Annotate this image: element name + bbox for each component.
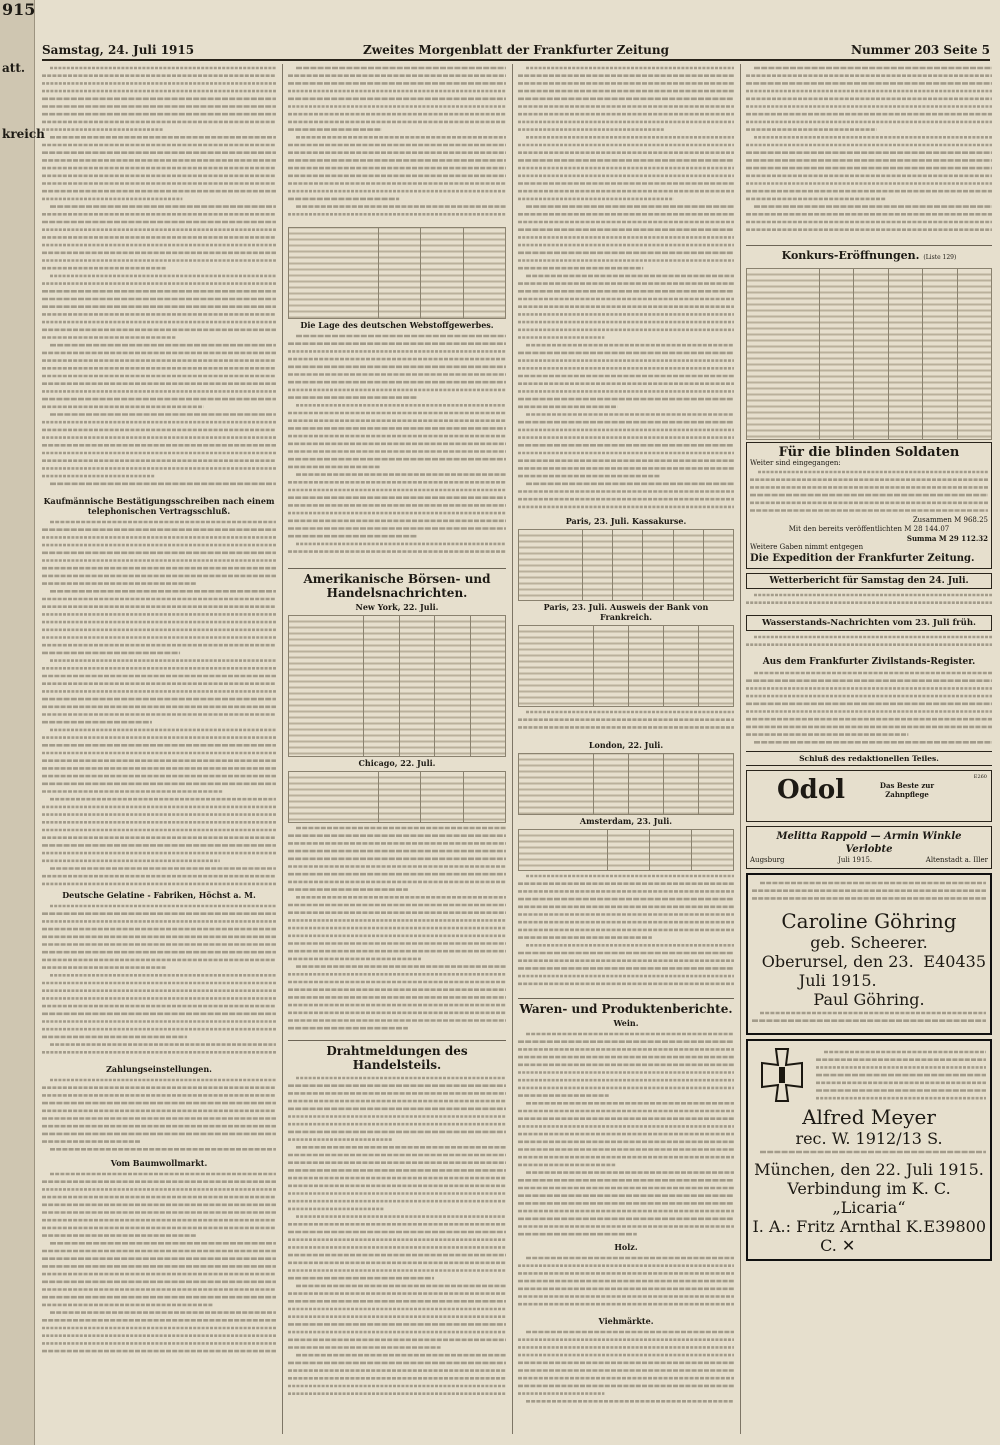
engaged-date: Juli 1915. bbox=[838, 856, 873, 864]
market-table bbox=[518, 753, 734, 813]
column-rule bbox=[282, 64, 283, 1434]
obituary-signature: I. A.: Fritz Arnthal K. C. ✕ bbox=[752, 1217, 923, 1255]
blind-thanks: Mit den bereits veröffentlichten M 28 144.07 bbox=[788, 525, 950, 533]
end-editorial: Schluß des redaktionellen Teiles. bbox=[746, 751, 992, 766]
text-lines-texture bbox=[518, 708, 734, 738]
obituary-mourners: Paul Göhring. bbox=[813, 990, 925, 1009]
odol-slogan: Das Beste zur Zahnpflege bbox=[879, 781, 935, 799]
konkurs-heading bbox=[746, 245, 992, 265]
market-table bbox=[288, 615, 506, 755]
masthead-number: Nummer 203 Seite 5 bbox=[850, 43, 990, 57]
text-lines-texture bbox=[288, 824, 506, 1034]
konkurs-table bbox=[746, 268, 992, 438]
text-lines-texture bbox=[42, 1076, 276, 1156]
article-heading: Vom Baumwollmarkt. bbox=[110, 1158, 208, 1168]
text-lines-texture bbox=[746, 64, 992, 239]
article-heading: Zahlungseinstellungen. bbox=[106, 1064, 212, 1074]
text-block bbox=[518, 1030, 734, 1240]
blind-sum: Zusammen M 968.25 bbox=[912, 516, 988, 524]
market-table bbox=[518, 529, 734, 599]
obituary-meyer bbox=[746, 1039, 992, 1261]
gutter-heading-1: att. bbox=[2, 61, 26, 75]
obituary-top bbox=[752, 1045, 986, 1105]
text-lines-texture bbox=[746, 633, 992, 655]
obituary-text bbox=[752, 1148, 986, 1160]
text-block bbox=[42, 1076, 276, 1156]
odol-brand: Odol bbox=[777, 775, 846, 805]
blind-subtitle: Weiter sind eingegangen: bbox=[750, 459, 841, 467]
water-text bbox=[746, 633, 992, 655]
text-lines-texture bbox=[750, 468, 988, 516]
text-lines-texture bbox=[752, 1009, 986, 1029]
weather-heading: Wetterbericht für Samstag den 24. Juli. bbox=[746, 573, 992, 589]
statistics-table bbox=[288, 227, 506, 317]
donor-list bbox=[750, 468, 988, 516]
obituary-name: Caroline Göhring bbox=[781, 909, 957, 933]
subheading: Amsterdam, 23. Juli. bbox=[579, 816, 673, 826]
register-heading: Aus dem Frankfurter Zivilstands-Register. bbox=[762, 657, 976, 667]
konkurs-title: Konkurs-Eröffnungen. bbox=[781, 249, 920, 262]
text-lines-texture bbox=[518, 872, 734, 992]
article-heading: Kaufmännische Bestätigungsschreiben nach einem telephonischen Vertragsschluß. bbox=[43, 496, 275, 516]
text-lines-texture bbox=[288, 64, 506, 224]
market-table bbox=[288, 771, 506, 821]
blind-footer: Weitere Gaben nimmt entgegen bbox=[750, 543, 864, 551]
obituary-fraternity: Verbindung im K. C. „Licaria“ bbox=[787, 1179, 951, 1217]
iron-cross-icon bbox=[752, 1045, 812, 1105]
obituary-place: Oberursel, den 23. Juli 1915. bbox=[761, 952, 914, 990]
article-heading: Die Lage des deutschen Webstoffgewerbes. bbox=[300, 320, 494, 330]
subheading: Viehmärkte. bbox=[598, 1316, 654, 1326]
text-lines-texture bbox=[746, 669, 992, 749]
obituary-place-line bbox=[752, 952, 986, 990]
text-lines-texture bbox=[518, 1030, 734, 1240]
obituary-goehring bbox=[746, 873, 992, 1035]
bank-statement-table bbox=[518, 625, 734, 705]
blind-total: Summa M 29 112.32 bbox=[906, 534, 988, 543]
masthead bbox=[42, 43, 990, 61]
left-gutter-fragment bbox=[0, 0, 45, 1445]
column-1 bbox=[42, 64, 276, 1439]
text-lines-texture bbox=[42, 64, 276, 494]
column-rule bbox=[740, 64, 741, 1434]
text-lines-texture bbox=[42, 1170, 276, 1360]
expedition-name: Die Expedition der Frankfurter Zeitung. bbox=[750, 553, 975, 564]
obituary-text bbox=[752, 879, 986, 909]
register-text bbox=[746, 669, 992, 749]
obituary-text bbox=[816, 1048, 986, 1102]
text-lines-texture bbox=[816, 1048, 986, 1102]
text-lines-texture bbox=[42, 902, 276, 1062]
obituary-sub: rec. W. 1912/13 S. bbox=[795, 1129, 943, 1148]
subheading: London, 22. Juli. bbox=[588, 740, 664, 750]
section-heading: Drahtmeldungen des Handelsteils. bbox=[288, 1040, 506, 1072]
column-2 bbox=[288, 64, 506, 1439]
text-lines-texture bbox=[518, 1328, 734, 1408]
text-lines-texture bbox=[518, 1254, 734, 1314]
text-block bbox=[42, 1170, 276, 1360]
text-block bbox=[288, 64, 506, 224]
article-heading: Deutsche Gelatine - Fabriken, Höchst a. M. bbox=[62, 890, 256, 900]
blind-soldiers-notice bbox=[746, 442, 992, 569]
text-block bbox=[42, 518, 276, 888]
text-lines-texture bbox=[752, 1148, 986, 1160]
column-3 bbox=[518, 64, 734, 1439]
text-block bbox=[518, 872, 734, 992]
engaged-label: Verlobte bbox=[845, 844, 893, 855]
blind-title: Für die blinden Soldaten bbox=[778, 445, 960, 460]
text-block bbox=[518, 1254, 734, 1314]
subheading: New York, 22. Juli. bbox=[355, 602, 439, 612]
text-lines-texture bbox=[746, 591, 992, 613]
text-lines-texture bbox=[288, 332, 506, 562]
subheading: Holz. bbox=[614, 1242, 638, 1252]
text-block bbox=[518, 1328, 734, 1408]
text-block bbox=[42, 64, 276, 494]
obituary-code: E40435 bbox=[923, 952, 986, 971]
weather-text bbox=[746, 591, 992, 613]
subheading: Paris, 23. Juli. Ausweis der Bank von Frankreich. bbox=[543, 602, 709, 622]
text-block bbox=[288, 332, 506, 562]
water-heading: Wasserstands-Nachrichten vom 23. Juli früh. bbox=[746, 615, 992, 631]
market-table bbox=[518, 829, 734, 869]
konkurs-note: (Liste 129) bbox=[923, 254, 957, 261]
text-lines-texture bbox=[752, 879, 986, 909]
subheading: Wein. bbox=[613, 1018, 639, 1028]
text-block bbox=[518, 708, 734, 738]
masthead-title: Zweites Morgenblatt der Frankfurter Zeitung bbox=[363, 43, 669, 57]
section-heading: Waren- und Produktenberichte. bbox=[518, 998, 734, 1016]
gutter-heading-2: kreich bbox=[2, 127, 45, 141]
column-rule bbox=[512, 64, 513, 1434]
text-block bbox=[42, 902, 276, 1062]
text-lines-texture bbox=[42, 518, 276, 888]
text-block bbox=[288, 824, 506, 1034]
text-lines-texture bbox=[288, 1074, 506, 1404]
column-4 bbox=[746, 64, 992, 1439]
obituary-code: E39800 bbox=[923, 1217, 986, 1236]
gutter-page-number: 915 bbox=[2, 0, 36, 19]
gutter-text bbox=[0, 142, 34, 1442]
subheading: Chicago, 22. Juli. bbox=[358, 758, 436, 768]
text-block bbox=[288, 1074, 506, 1404]
section-heading: Amerikanische Börsen- und Handelsnachrichten. bbox=[288, 568, 506, 600]
obituary-name: Alfred Meyer bbox=[802, 1105, 936, 1129]
obituary-nee: geb. Scheerer. bbox=[810, 933, 928, 952]
text-lines-texture bbox=[518, 64, 734, 514]
masthead-date: Samstag, 24. Juli 1915 bbox=[42, 43, 195, 57]
engaged-places bbox=[750, 856, 988, 865]
engaged-names: Melitta Rappold — Armin Winkle bbox=[776, 831, 962, 842]
engaged-place-left: Augsburg bbox=[750, 856, 785, 864]
odol-ad bbox=[746, 770, 992, 822]
engaged-place-right: Altenstadt a. Iller bbox=[925, 856, 988, 864]
engagement-notice bbox=[746, 826, 992, 869]
text-block bbox=[746, 64, 992, 239]
obituary-signature-line bbox=[752, 1217, 986, 1255]
obituary-funeral-text bbox=[752, 1009, 986, 1029]
obituary-place: München, den 22. Juli 1915. bbox=[754, 1160, 984, 1179]
subheading: Paris, 23. Juli. Kassakurse. bbox=[565, 516, 687, 526]
odol-code: E260 bbox=[973, 774, 987, 780]
text-block bbox=[518, 64, 734, 514]
